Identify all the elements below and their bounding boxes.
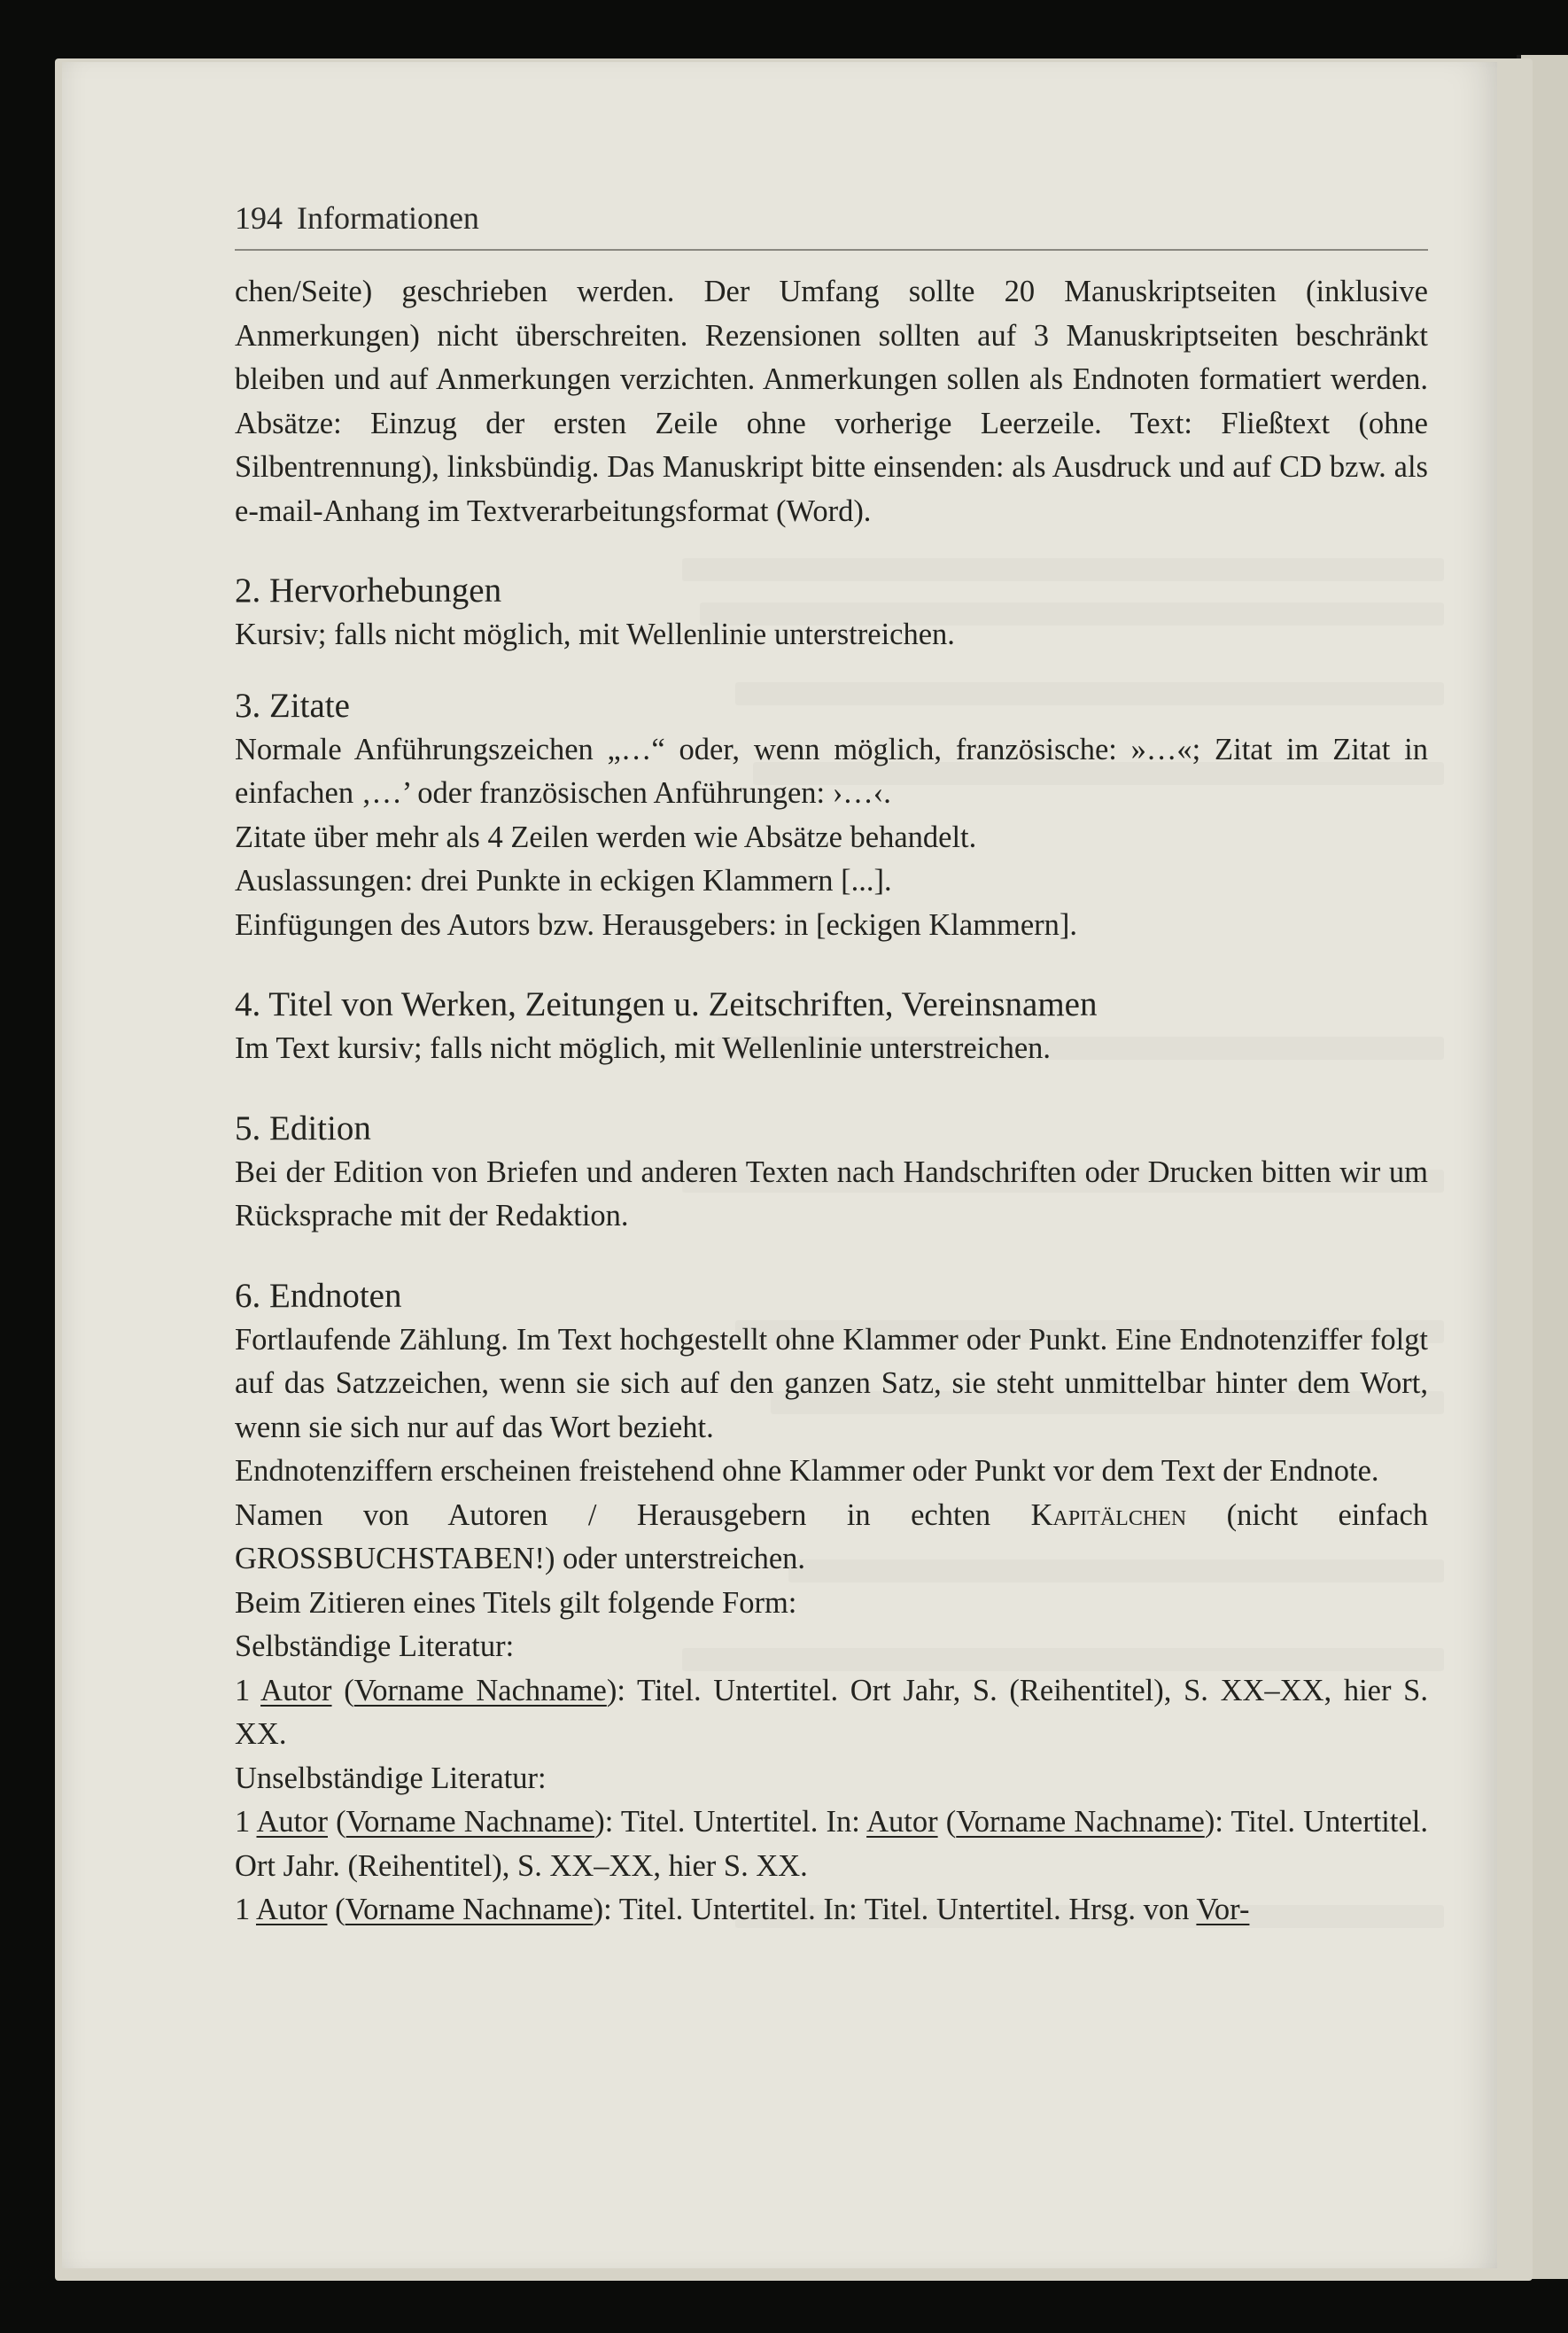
kapitaelchen-term: Kapitälchen	[1030, 1497, 1187, 1532]
selbstaendige-literatur-label: Selbständige Literatur:	[235, 1629, 515, 1663]
edition-text: Bei der Edition von Briefen und anderen Texten nach Handschriften oder Drucken bitten wir um Rücksprache mit der Redaktion.	[235, 1155, 1428, 1233]
titel-von-werken-text: Im Text kursiv; falls nicht möglich, mit Wellenlinie unterstreichen.	[235, 1031, 1052, 1065]
heading-zitate: 3. Zitate	[235, 686, 350, 725]
zitate-paragraph-4: Einfügungen des Autors bzw. Herausgebers: in [eckigen Klammern].	[235, 907, 1078, 942]
unselbstaendige-literatur-label: Unselbständige Literatur:	[235, 1761, 547, 1795]
heading-hervorhebungen: 2. Hervorhebungen	[235, 572, 502, 610]
endnoten-paragraph-1: Fortlaufende Zählung. Im Text hochgestellt ohne Klammer oder Punkt. Eine Endnotenziffer folgt auf das Satzzeichen, wenn sie sich auf den ganzen Satz, sie steht unmittelbar hinter dem Wort, wenn sie sich nur auf das Wort bezieht.	[235, 1322, 1428, 1444]
intro-paragraph: chen/Seite) geschrieben werden. Der Umfang sollte 20 Manuskriptseiten (inklusive Anmerkungen) nicht überschreiten. Rezensionen sollten auf 3 Manuskriptseiten beschränkt bleiben und auf Anmerkungen verzichten. Anmerkungen sollen als Endnoten formatiert werden. Absätze: Einzug der ersten Zeile ohne vorherige Leerzeile. Text: Fließtext (ohne Silbentrennung), linksbündig. Das Manuskript bitte einsenden: als Ausdruck und auf CD bzw. als e-mail-Anhang im Textverarbeitungsformat (Word).	[235, 275, 1428, 528]
running-header	[235, 199, 1428, 251]
zitate-paragraph-2: Zitate über mehr als 4 Zeilen werden wie Absätze behandelt.	[235, 820, 977, 854]
zitate-paragraph-3: Auslassungen: drei Punkte in eckigen Klammern [...].	[235, 864, 892, 898]
heading-endnoten: 6. Endnoten	[235, 1276, 402, 1315]
running-title: Informationen	[297, 200, 479, 236]
hervorhebungen-text: Kursiv; falls nicht möglich, mit Wellenlinie unterstreichen.	[235, 618, 955, 651]
zitate-paragraph-1: Normale Anführungszeichen „…“ oder, wenn möglich, französische: »…«; Zitat im Zitat in einfachen ‚…’ oder französischen Anführungen: ›…‹.	[235, 732, 1428, 810]
page-content	[235, 199, 1428, 1933]
heading-edition: 5. Edition	[235, 1108, 371, 1147]
endnoten-paragraph-3: Namen von Autoren / Herausgebern in echten Kapitälchen (nicht einfach GROSSBUCHSTABEN!) oder unterstreichen.	[235, 1497, 1429, 1575]
heading-titel-von-werken: 4. Titel von Werken, Zeitungen u. Zeitschriften, Vereinsnamen	[235, 985, 1098, 1023]
example-selbstaendig: 1 Autor (Vorname Nachname): Titel. Untertitel. Ort Jahr, S. (Reihentitel), S. XX–XX, hier S. XX.	[235, 1673, 1428, 1751]
example-unselbstaendig-2: 1 Autor (Vorname Nachname): Titel. Untertitel. In: Titel. Untertitel. Hrsg. von Vor-	[235, 1893, 1250, 1926]
example-unselbstaendig-1: 1 Autor (Vorname Nachname): Titel. Untertitel. In: Autor (Vorname Nachname): Titel. Untertitel. Ort Jahr. (Reihentitel), S. XX–XX, hier S. XX.	[235, 1805, 1428, 1883]
endnoten-paragraph-4: Beim Zitieren eines Titels gilt folgende Form:	[235, 1585, 797, 1620]
page-number: 194	[235, 200, 283, 236]
endnoten-paragraph-2: Endnotenziffern erscheinen freistehend ohne Klammer oder Punkt vor dem Text der Endnote.	[235, 1454, 1379, 1488]
